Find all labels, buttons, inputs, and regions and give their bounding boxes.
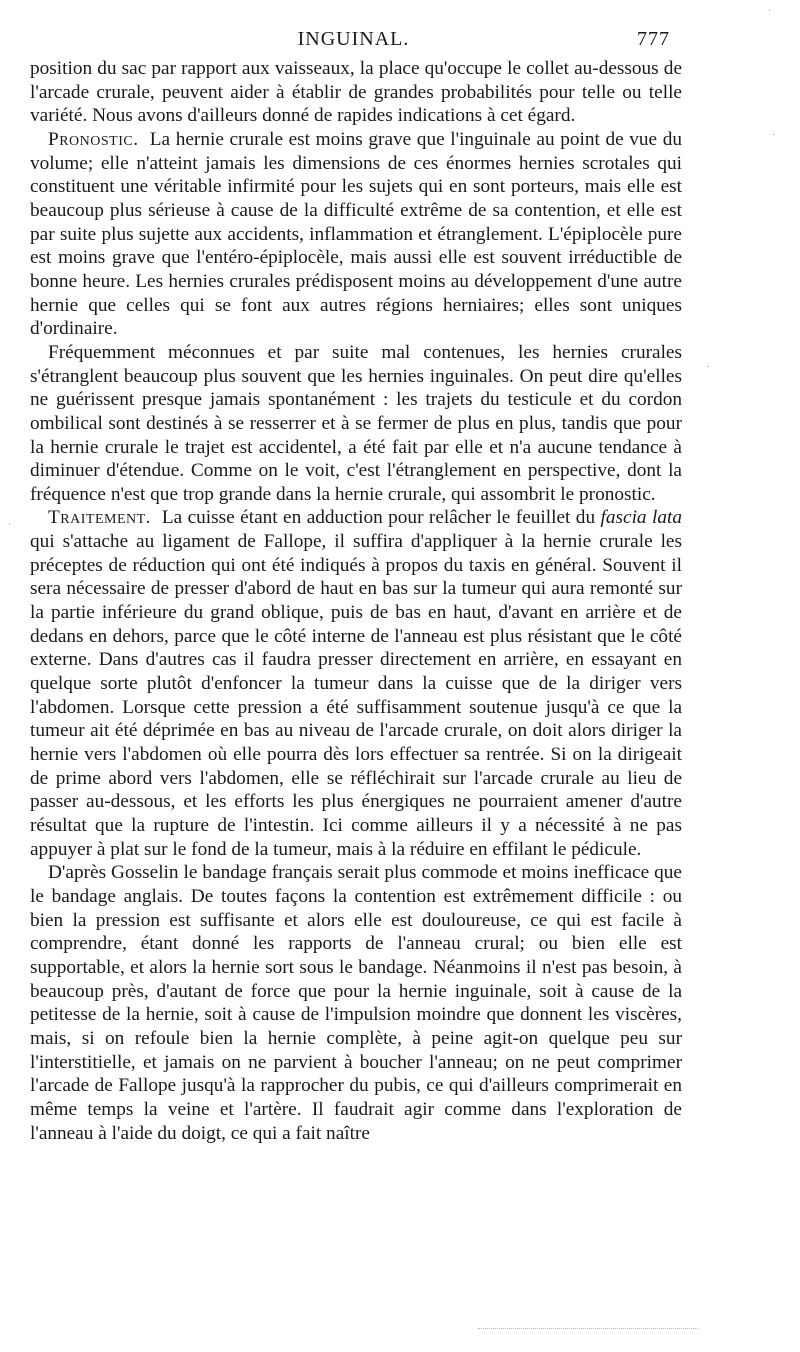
paragraph-text-before-italic: La cuisse étant en adduction pour relâcher le feuillet du bbox=[161, 507, 601, 529]
scan-speck: · bbox=[768, 6, 772, 17]
paragraph-etranglement bbox=[30, 341, 682, 507]
page-number: 777 bbox=[637, 28, 670, 50]
scan-speck: · bbox=[772, 130, 776, 141]
scan-speck: · bbox=[8, 520, 12, 531]
section-lead-pronostic: Pronostic. bbox=[48, 128, 139, 150]
paragraph-text: position du sac par rapport aux vaisseaux, la place qu'occupe le collet au-dessous de l'arcade crurale, peuvent aider à établir de grandes probabilités pour telle ou telle variété. Nous avons d'ailleurs donné de rapides indications à cet égard. bbox=[30, 58, 682, 127]
scan-smudge bbox=[478, 1328, 698, 1330]
paragraph-pronostic bbox=[30, 128, 682, 341]
paragraph-text: D'après Gosselin le bandage français serait plus commode et moins inefficace que le bandage anglais. De toutes façons la contention est extrêmement difficile : ou bien la pression est suffisante et alors elle est douloureuse, ce qui est facile à comprendre, étant donné les rapports de l'anneau crural; ou bien elle est supportable, et alors la hernie sort sous le bandage. Néanmoins il n'est pas besoin, à beaucoup près, d'autant de force que pour la hernie inguinale, soit à cause de la petitesse de la hernie, soit à cause de l'impulsion moindre que donnent les viscères, mais, si on refoule bien la hernie complète, à peine agit-on quelque peu sur l'interstitielle, et jamais on ne parvient à boucher l'anneau; on ne peut comprimer l'arcade de Fallope jusqu'à la rapprocher du pubis, ce qui d'ailleurs comprimerait en même temps la veine et l'artère. Il faudrait agir comme dans l'exploration de l'anneau à l'aide du doigt, ce qui a fait naître bbox=[30, 862, 682, 1144]
italic-term: fascia lata bbox=[600, 507, 682, 529]
paragraph-traitement bbox=[30, 506, 682, 861]
running-title: INGUINAL. bbox=[297, 28, 410, 50]
paragraph-text: La hernie crurale est moins grave que l'inguinale au point de vue du volume; elle n'atteint jamais les dimensions de ces énormes hernies scrotales qui constituent une véritable infirmité pour les sujets qui en sont porteurs, mais elle est beaucoup plus sérieuse à cause de la difficulté extrême de sa contention, et elle est par suite plus sujette aux accidents, inflammation et étranglement. L'épiplocèle pure est moins grave que l'entéro-épiplocèle, mais aussi elle est souvent irréductible de bonne heure. Les hernies crurales prédisposent moins au développement d'une autre hernie que celles qui se font aux autres régions herniaires; elles sont uniques d'ordinaire. bbox=[30, 128, 682, 340]
section-lead-traitement: Traitement. bbox=[48, 507, 151, 529]
paragraph-text: Fréquemment méconnues et par suite mal contenues, les hernies crurales s'étranglent beaucoup plus souvent que les hernies inguinales. On peut dire qu'elles ne guérissent presque jamais spontanément : les trajets du testicule et du cordon ombilical sont destinés à se resserrer et à se fermer de plus en plus, tandis que pour la hernie crurale le trajet est accidentel, a été fait par elle et n'a aucune tendance à diminuer d'étendue. Comme on le voit, c'est l'étranglement en perspective, dont la fréquence n'est que trop grande dans la hernie crurale, qui assombrit le pronostic. bbox=[30, 341, 682, 505]
paragraph-text: qui s'attache au ligament de Fallope, il suffira d'appliquer à la hernie crurale les préceptes de réduction qui ont été indiqués à propos du taxis en général. Souvent il sera nécessaire de presser d'abord de haut en bas sur la tumeur qui aura remonté sur la partie inférieure du grand oblique, puis de bas en haut, d'avant en arrière et de dedans en dehors, parce que le côté interne de l'anneau est plus résistant que le côté externe. Dans d'autres cas il faudra presser directement en arrière, en essayant en quelque sorte plutôt d'enfoncer la tumeur dans la cuisse que de la diriger vers l'abdomen. Lorsque cette pression a été suffisamment soutenue jusqu'à ce que la tumeur ait été déprimée en bas au niveau de l'arcade crurale, on doit alors diriger la hernie vers l'abdomen où elle pourra dès lors effectuer sa rentrée. Si on la dirigeait de prime abord vers l'abdomen, elle se réfléchirait sur l'arcade crurale au lieu de passer au-dessous, et les efforts les plus énergiques ne pourraient amener d'autre résultat que la rupture de l'intestin. Ici comme ailleurs il y a nécessité à ne pas appuyer à plat sur le fond de la tumeur, mais à la réduire en effilant le pédicule. bbox=[30, 531, 682, 860]
paragraph-bandage bbox=[30, 861, 682, 1145]
running-head bbox=[30, 28, 670, 51]
body-text bbox=[30, 57, 682, 1145]
scan-speck: · bbox=[706, 362, 710, 373]
paragraph-intro bbox=[30, 57, 682, 128]
